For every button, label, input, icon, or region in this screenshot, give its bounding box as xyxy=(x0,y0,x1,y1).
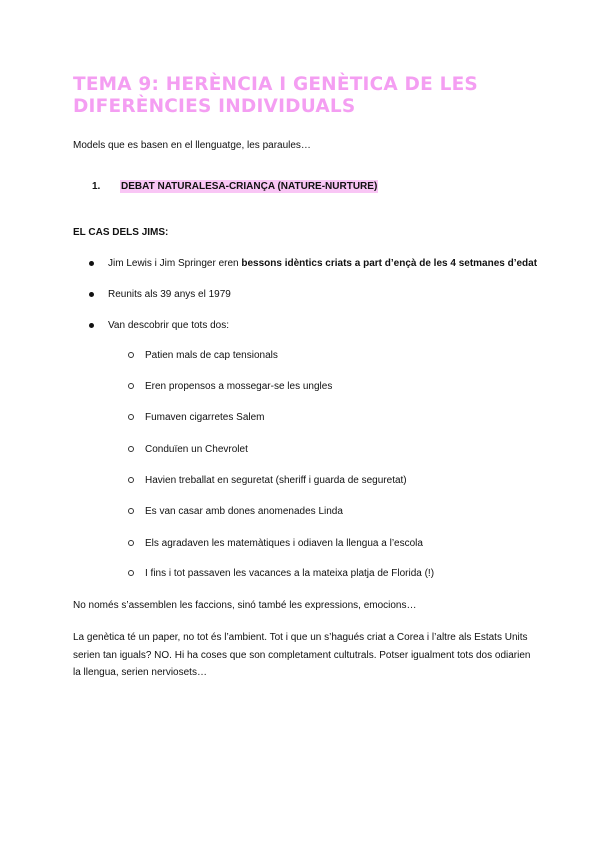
paragraph-1: No només s’assemblen les faccions, sinó també les expressions, emocions… xyxy=(73,600,417,611)
bullet-plain-text: Jim Lewis i Jim Springer eren xyxy=(108,258,242,269)
bullet-dot-icon xyxy=(89,261,94,266)
bullet-dot-icon xyxy=(89,292,94,297)
list-item: Van descobrir que tots dos: xyxy=(108,320,229,331)
bullet-circle-icon xyxy=(128,352,134,358)
list-item: Reunits als 39 anys el 1979 xyxy=(108,289,231,300)
bullet-bold-text: bessons idèntics criats a part d’ençà de les 4 setmanes d’edat xyxy=(241,258,538,269)
bullet-circle-icon xyxy=(128,383,134,389)
sub-list-item: Havien treballat en seguretat (sheriff i guarda de seguretat) xyxy=(145,475,407,486)
bullet-circle-icon xyxy=(128,570,134,576)
list-item xyxy=(108,257,537,270)
bullet-circle-icon xyxy=(128,540,134,546)
sub-list-item: Conduïen un Chevrolet xyxy=(145,444,248,455)
sub-list-item: Es van casar amb dones anomenades Linda xyxy=(145,506,343,517)
sub-list-item: Fumaven cigarretes Salem xyxy=(145,412,265,423)
sub-list-item: I fins i tot passaven les vacances a la mateixa platja de Florida (!) xyxy=(145,568,435,579)
paragraph-2: La genètica té un paper, no tot és l’ambient. Tot i que un s’hagués criat a Corea i l’altre als Estats Units serien tan iguals? NO. Hi ha coses que son completament cultutrals. Potser igualment tots dos odiarien la llengua, serien nerviosets… xyxy=(73,632,531,678)
bullet-dot-icon xyxy=(89,323,94,328)
sub-list-item: Els agradaven les matemàtiques i odiaven la llengua a l’escola xyxy=(145,538,423,549)
intro-text: Models que es basen en el llenguatge, les paraules… xyxy=(73,140,311,151)
bullet-circle-icon xyxy=(128,477,134,483)
section-number: 1. xyxy=(92,181,101,192)
bullet-circle-icon xyxy=(128,446,134,452)
sub-list-item: Eren propensos a mossegar-se les ungles xyxy=(145,381,333,392)
bullet-circle-icon xyxy=(128,508,134,514)
case-heading: EL CAS DELS JIMS: xyxy=(73,227,169,238)
bullet-circle-icon xyxy=(128,414,134,420)
document-title xyxy=(73,74,533,118)
sub-list-item: Patien mals de cap tensionals xyxy=(145,350,278,361)
title-line-2: DIFERÈNCIES INDIVIDUALS xyxy=(73,96,356,117)
section-heading xyxy=(92,180,378,193)
section-label: DEBAT NATURALESA-CRIANÇA (NATURE-NURTURE) xyxy=(121,181,378,192)
title-line-1: TEMA 9: HERÈNCIA I GENÈTICA DE LES xyxy=(73,74,478,95)
